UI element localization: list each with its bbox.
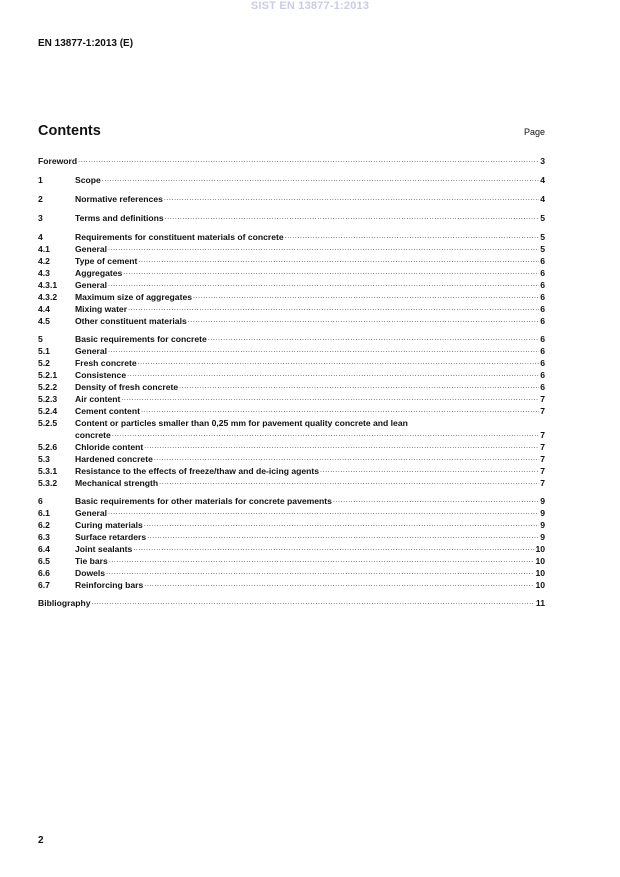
toc-entry-title: General: [75, 508, 108, 518]
toc-entry-number: 3: [38, 213, 43, 223]
dot-leader: [141, 405, 539, 417]
dot-leader: [92, 597, 535, 609]
dot-leader: [138, 357, 540, 369]
contents-title: Contents: [38, 123, 101, 139]
toc-entry-page: 6: [540, 316, 545, 326]
toc-entry-title: Joint sealants: [75, 544, 133, 554]
toc-entry-title: Air content: [75, 394, 121, 404]
toc-entry-page: 10: [535, 544, 545, 554]
toc-entry-page: 7: [540, 394, 545, 404]
dot-leader: [164, 193, 539, 205]
toc-entry-page: 6: [540, 370, 545, 380]
toc-entry-title: Mechanical strength: [75, 478, 159, 488]
toc-entry-4[interactable]: [38, 231, 545, 243]
toc-entry-title: Basic requirements for concrete: [75, 334, 207, 344]
toc-entry-title: Density of fresh concrete: [75, 382, 179, 392]
toc-group-bibliography: [38, 597, 545, 609]
toc-entry-number: 4.3: [38, 268, 50, 278]
toc-entry-5-2-3[interactable]: [38, 393, 545, 405]
toc-entry-number: 5.2.2: [38, 382, 58, 392]
toc-entry-number: 4.5: [38, 316, 50, 326]
toc-entry-title: Tie bars: [75, 556, 108, 566]
toc-entry-5-2-5-continued[interactable]: [38, 429, 545, 441]
dot-leader: [133, 543, 534, 555]
toc-entry-4-5[interactable]: [38, 315, 545, 327]
toc-entry-title: Bibliography: [38, 598, 91, 608]
toc-entry-title: Mixing water: [75, 304, 128, 314]
toc-entry-5-2[interactable]: [38, 357, 545, 369]
toc-entry-title: Dowels: [75, 568, 106, 578]
toc-entry-5-2-4[interactable]: [38, 405, 545, 417]
toc-entry-page: 6: [540, 280, 545, 290]
document-id: EN 13877-1:2013 (E): [38, 38, 134, 49]
toc-group-foreword: [38, 155, 545, 167]
toc-entry-terms-and-definitions[interactable]: [38, 212, 545, 224]
toc-entry-page: 6: [540, 346, 545, 356]
toc-entry-title: Type of cement: [75, 256, 138, 266]
dot-leader: [333, 495, 539, 507]
toc-entry-number: 4.1: [38, 244, 50, 254]
dot-leader: [123, 267, 539, 279]
toc-entry-foreword[interactable]: [38, 155, 545, 167]
toc-entry-page: 5: [540, 244, 545, 254]
toc-entry-title: Aggregates: [75, 268, 123, 278]
dot-leader: [144, 441, 539, 453]
toc-entry-number: 5.2.4: [38, 406, 58, 416]
toc-entry-page: 7: [540, 466, 545, 476]
toc-entry-6-2[interactable]: [38, 519, 545, 531]
page-column-label: Page: [523, 127, 545, 137]
toc-entry-page: 4: [540, 194, 545, 204]
toc-group-3: [38, 212, 545, 224]
toc-entry-page: 4: [540, 175, 545, 185]
toc-entry-page: 6: [540, 358, 545, 368]
toc-entry-number: 5.2.6: [38, 442, 58, 452]
toc-entry-6-5[interactable]: [38, 555, 545, 567]
toc-entry-number: 5.2.5: [38, 418, 58, 428]
dot-leader: [179, 381, 539, 393]
toc-entry-number: 1: [38, 175, 43, 185]
dot-leader: [154, 453, 539, 465]
toc-entry-title: Reinforcing bars: [75, 580, 144, 590]
toc-entry-6-4[interactable]: [38, 543, 545, 555]
table-of-contents: [38, 155, 545, 615]
toc-entry-page: 6: [540, 268, 545, 278]
toc-entry-number: 5.3.2: [38, 478, 58, 488]
dot-leader: [127, 369, 539, 381]
toc-entry-6-1[interactable]: [38, 507, 545, 519]
toc-entry-title: Other constituent materials: [75, 316, 187, 326]
toc-entry-page: 6: [540, 256, 545, 266]
toc-entry-normative-references[interactable]: [38, 193, 545, 205]
toc-entry-page: 11: [535, 598, 545, 608]
dot-leader: [102, 174, 539, 186]
toc-entry-5[interactable]: [38, 333, 545, 345]
toc-entry-page: 9: [540, 520, 545, 530]
toc-entry-number: 5.1: [38, 346, 50, 356]
dot-leader: [108, 507, 539, 519]
toc-entry-title: Foreword: [38, 156, 78, 166]
toc-group-2: [38, 193, 545, 205]
toc-entry-number: 5.3.1: [38, 466, 58, 476]
toc-entry-number: 4.2: [38, 256, 50, 266]
dot-leader: [108, 345, 539, 357]
toc-entry-page: 3: [540, 156, 545, 166]
toc-entry-number: 6.3: [38, 532, 50, 542]
toc-entry-page: 9: [540, 508, 545, 518]
toc-entry-title: Hardened concrete: [75, 454, 153, 464]
toc-entry-title: Resistance to the effects of freeze/thaw and de-icing agents: [75, 466, 320, 476]
toc-entry-title: Content or particles smaller than 0,25 mm for pavement quality concrete and lean: [75, 418, 408, 428]
dot-leader: [193, 291, 539, 303]
toc-entry-4-2[interactable]: [38, 255, 545, 267]
toc-entry-page: 6: [540, 292, 545, 302]
toc-entry-title-continued: concrete: [75, 430, 111, 440]
toc-entry-number: 6.6: [38, 568, 50, 578]
toc-group-4: [38, 231, 545, 327]
dot-leader: [159, 477, 539, 489]
toc-entry-bibliography[interactable]: [38, 597, 545, 609]
toc-entry-number: 5.2.3: [38, 394, 58, 404]
dot-leader: [108, 243, 539, 255]
toc-entry-page: 6: [540, 304, 545, 314]
toc-entry-title: Fresh concrete: [75, 358, 137, 368]
toc-entry-page: 5: [540, 232, 545, 242]
dot-leader: [285, 231, 540, 243]
toc-entry-page: 9: [540, 496, 545, 506]
toc-entry-6-3[interactable]: [38, 531, 545, 543]
toc-entry-number: 6.1: [38, 508, 50, 518]
toc-entry-number: 6.5: [38, 556, 50, 566]
dot-leader: [112, 429, 539, 441]
dot-leader: [208, 333, 539, 345]
toc-entry-page: 5: [540, 213, 545, 223]
toc-entry-number: 4.4: [38, 304, 50, 314]
toc-entry-number: 6: [38, 496, 43, 506]
toc-entry-5-2-5[interactable]: [38, 417, 545, 429]
toc-entry-title: Surface retarders: [75, 532, 147, 542]
toc-entry-title: General: [75, 280, 108, 290]
toc-entry-number: 4.3.2: [38, 292, 58, 302]
dot-leader: [144, 579, 534, 591]
toc-entry-number: 5.3: [38, 454, 50, 464]
toc-entry-scope[interactable]: [38, 174, 545, 186]
page-number: 2: [38, 835, 44, 846]
dot-leader: [144, 519, 539, 531]
dot-leader: [78, 155, 539, 167]
toc-entry-number: 2: [38, 194, 43, 204]
toc-entry-number: 4: [38, 232, 43, 242]
toc-entry-number: 5.2: [38, 358, 50, 368]
toc-entry-title: Basic requirements for other materials for concrete pavements: [75, 496, 332, 506]
toc-entry-title: General: [75, 346, 108, 356]
toc-entry-number: 6.4: [38, 544, 50, 554]
toc-entry-5-3[interactable]: [38, 453, 545, 465]
toc-entry-5-2-6[interactable]: [38, 441, 545, 453]
dot-leader: [188, 315, 539, 327]
toc-entry-5-2-1[interactable]: [38, 369, 545, 381]
dot-leader: [138, 255, 539, 267]
watermark: SIST EN 13877-1:2013: [250, 0, 370, 12]
toc-entry-6-7[interactable]: [38, 579, 545, 591]
dot-leader: [106, 567, 534, 579]
toc-entry-4-1[interactable]: [38, 243, 545, 255]
toc-entry-number: 4.3.1: [38, 280, 58, 290]
toc-entry-number: 5.2.1: [38, 370, 58, 380]
toc-entry-6[interactable]: [38, 495, 545, 507]
toc-entry-page: 10: [535, 580, 545, 590]
toc-entry-page: 10: [535, 568, 545, 578]
toc-entry-page: 9: [540, 532, 545, 542]
toc-entry-page: 10: [535, 556, 545, 566]
toc-entry-4-3-1[interactable]: [38, 279, 545, 291]
dot-leader: [109, 555, 535, 567]
toc-entry-title: Requirements for constituent materials of concrete: [75, 232, 284, 242]
toc-entry-title: Chloride content: [75, 442, 144, 452]
toc-entry-title: Cement content: [75, 406, 140, 416]
toc-entry-page: 6: [540, 334, 545, 344]
toc-group-5: [38, 333, 545, 489]
toc-entry-4-3-2[interactable]: [38, 291, 545, 303]
toc-entry-number: 5: [38, 334, 43, 344]
toc-entry-6-6[interactable]: [38, 567, 545, 579]
toc-entry-5-3-1[interactable]: [38, 465, 545, 477]
toc-entry-page: 7: [540, 478, 545, 488]
dot-leader: [147, 531, 539, 543]
toc-entry-number: 6.2: [38, 520, 50, 530]
toc-entry-5-3-2[interactable]: [38, 477, 545, 489]
toc-entry-title: Terms and definitions: [75, 213, 164, 223]
toc-entry-number: 6.7: [38, 580, 50, 590]
toc-entry-4-3[interactable]: [38, 267, 545, 279]
toc-entry-4-4[interactable]: [38, 303, 545, 315]
toc-entry-5-2-2[interactable]: [38, 381, 545, 393]
toc-entry-page: 7: [540, 442, 545, 452]
dot-leader: [108, 279, 539, 291]
toc-entry-title: General: [75, 244, 108, 254]
toc-entry-title: Normative references: [75, 194, 163, 204]
toc-entry-title: Scope: [75, 175, 101, 185]
toc-entry-title: Maximum size of aggregates: [75, 292, 193, 302]
toc-entry-title: Curing materials: [75, 520, 143, 530]
dot-leader: [165, 212, 540, 224]
toc-group-1: [38, 174, 545, 186]
toc-entry-page: 7: [540, 430, 545, 440]
toc-entry-page: 6: [540, 382, 545, 392]
toc-entry-5-1[interactable]: [38, 345, 545, 357]
dot-leader: [128, 303, 539, 315]
toc-entry-title: Consistence: [75, 370, 127, 380]
dot-leader: [320, 465, 539, 477]
toc-entry-page: 7: [540, 406, 545, 416]
dot-leader: [121, 393, 539, 405]
toc-entry-page: 7: [540, 454, 545, 464]
toc-group-6: [38, 495, 545, 591]
